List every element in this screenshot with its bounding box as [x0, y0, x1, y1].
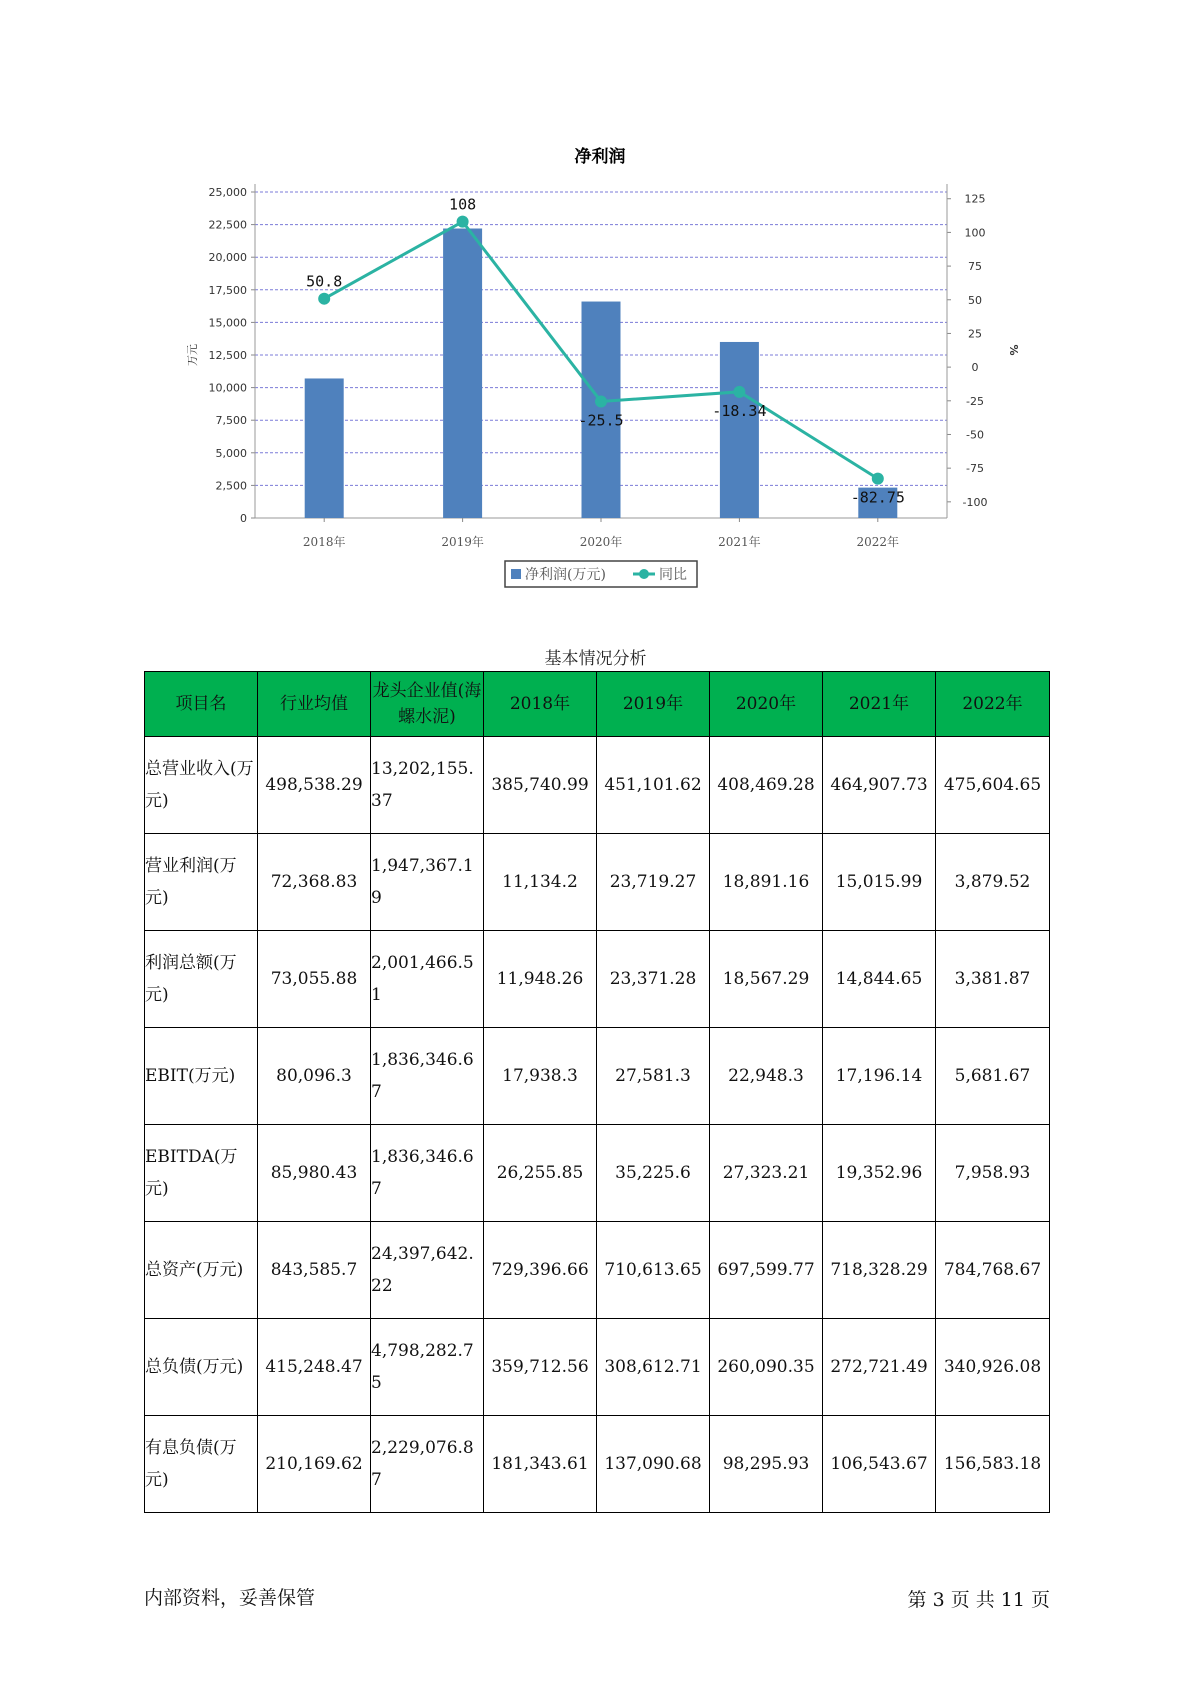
x-tick-label: 2019年 — [441, 535, 484, 549]
y-tick-label: 5,000 — [215, 446, 247, 460]
table-cell: 260,090.35 — [710, 1319, 823, 1416]
table-cell: 181,343.61 — [484, 1416, 597, 1513]
table-cell: 72,368.83 — [258, 834, 371, 931]
row-label: 营业利润(万元) — [145, 834, 258, 931]
table-cell: 27,323.21 — [710, 1125, 823, 1222]
row-label: 总负债(万元) — [145, 1319, 258, 1416]
data-label-yoy: 108 — [449, 195, 477, 214]
header-leader-value: 龙头企业值(海螺水泥) — [371, 672, 484, 737]
row-label: 利润总额(万元) — [145, 931, 258, 1028]
table-cell: 1,947,367.19 — [371, 834, 484, 931]
x-tick-label: 2020年 — [579, 535, 623, 549]
table-cell: 23,371.28 — [597, 931, 710, 1028]
table-cell: 35,225.6 — [597, 1125, 710, 1222]
y2-tick-label: 125 — [964, 192, 986, 206]
header-item-name: 项目名 — [145, 672, 258, 737]
table-cell: 843,585.7 — [258, 1222, 371, 1319]
point-yoy-2018年 — [318, 293, 330, 305]
table-header-row — [145, 672, 1050, 737]
y-tick-label: 7,500 — [215, 414, 247, 428]
bar-net-profit-2021年 — [720, 342, 759, 518]
data-label-yoy: -82.75 — [850, 488, 905, 507]
point-yoy-2020年 — [595, 395, 607, 407]
table-cell: 23,719.27 — [597, 834, 710, 931]
table-cell: 784,768.67 — [936, 1222, 1050, 1319]
table-cell: 408,469.28 — [710, 737, 823, 834]
header-2019: 2019年 — [597, 672, 710, 737]
y-tick-label: 25,000 — [208, 186, 247, 199]
basic-analysis-table — [144, 671, 1050, 1513]
table-cell: 18,891.16 — [710, 834, 823, 931]
table-row-total-revenue — [145, 737, 1050, 834]
data-label-yoy: -25.5 — [578, 411, 624, 430]
y2-axis-title: % — [1007, 344, 1020, 356]
table-cell: 1,836,346.67 — [371, 1125, 484, 1222]
table-cell: 17,196.14 — [823, 1028, 936, 1125]
x-tick-label: 2018年 — [302, 535, 346, 549]
table-cell: 210,169.62 — [258, 1416, 371, 1513]
bar-net-profit-2020年 — [582, 302, 621, 518]
header-2022: 2022年 — [936, 672, 1050, 737]
table-cell: 13,202,155.37 — [371, 737, 484, 834]
table-cell: 27,581.3 — [597, 1028, 710, 1125]
point-yoy-2019年 — [457, 216, 469, 228]
footer-confidential-note: 内部资料，妥善保管 — [144, 1587, 316, 1609]
y2-tick-label: -50 — [966, 428, 984, 442]
table-cell: 106,543.67 — [823, 1416, 936, 1513]
table-row-total-liabilities — [145, 1319, 1050, 1416]
header-2020: 2020年 — [710, 672, 823, 737]
y-tick-label: 17,500 — [208, 283, 247, 297]
table-cell: 15,015.99 — [823, 834, 936, 931]
table-title: 基本情况分析 — [544, 649, 647, 669]
y-tick-label: 2,500 — [215, 479, 247, 493]
legend-bar-swatch — [511, 569, 521, 579]
table-cell: 3,381.87 — [936, 931, 1050, 1028]
row-label: 总营业收入(万元) — [145, 737, 258, 834]
data-label-yoy: 50.8 — [306, 272, 343, 291]
table-row-ebit — [145, 1028, 1050, 1125]
y-tick-label: 22,500 — [208, 218, 247, 232]
header-industry-average: 行业均值 — [258, 672, 371, 737]
header-2018: 2018年 — [484, 672, 597, 737]
table-cell: 385,740.99 — [484, 737, 597, 834]
x-tick-label: 2022年 — [856, 535, 900, 549]
table-cell: 19,352.96 — [823, 1125, 936, 1222]
y-tick-label: 0 — [240, 512, 247, 525]
y2-tick-label: 0 — [971, 361, 979, 375]
chart-canvas — [0, 0, 1191, 600]
table-cell: 697,599.77 — [710, 1222, 823, 1319]
table-cell: 17,938.3 — [484, 1028, 597, 1125]
table-cell: 308,612.71 — [597, 1319, 710, 1416]
point-yoy-2021年 — [733, 386, 745, 398]
chart-title: 净利润 — [574, 147, 626, 167]
bar-net-profit-2018年 — [305, 378, 344, 518]
table-cell: 415,248.47 — [258, 1319, 371, 1416]
table-cell: 475,604.65 — [936, 737, 1050, 834]
y2-tick-label: 75 — [968, 260, 982, 274]
table-cell: 359,712.56 — [484, 1319, 597, 1416]
data-label-yoy: -18.34 — [712, 401, 767, 420]
table-cell: 73,055.88 — [258, 931, 371, 1028]
y2-tick-label: -25 — [966, 394, 984, 408]
table-cell: 14,844.65 — [823, 931, 936, 1028]
table-row-interest-bearing-debt — [145, 1416, 1050, 1513]
table-row-total-profit — [145, 931, 1050, 1028]
point-yoy-2022年 — [872, 473, 884, 485]
table-cell: 24,397,642.22 — [371, 1222, 484, 1319]
table-cell: 7,958.93 — [936, 1125, 1050, 1222]
table-cell: 340,926.08 — [936, 1319, 1050, 1416]
legend-bar-label: 净利润(万元) — [525, 567, 606, 583]
table-cell: 2,229,076.87 — [371, 1416, 484, 1513]
y2-tick-label: -100 — [962, 495, 988, 509]
table-cell: 80,096.3 — [258, 1028, 371, 1125]
table-cell: 18,567.29 — [710, 931, 823, 1028]
y2-tick-label: -75 — [966, 462, 984, 476]
table-cell: 718,328.29 — [823, 1222, 936, 1319]
y2-tick-label: 25 — [968, 327, 982, 341]
table-cell: 272,721.49 — [823, 1319, 936, 1416]
table-cell: 5,681.67 — [936, 1028, 1050, 1125]
header-2021: 2021年 — [823, 672, 936, 737]
table-cell: 137,090.68 — [597, 1416, 710, 1513]
table-cell: 22,948.3 — [710, 1028, 823, 1125]
y2-tick-label: 100 — [964, 226, 986, 240]
table-cell: 11,948.26 — [484, 931, 597, 1028]
table-cell: 464,907.73 — [823, 737, 936, 834]
table-row-total-assets — [145, 1222, 1050, 1319]
y-tick-label: 10,000 — [208, 381, 247, 395]
row-label: 总资产(万元) — [145, 1222, 258, 1319]
net-profit-chart — [0, 0, 1191, 600]
row-label: 有息负债(万元) — [145, 1416, 258, 1513]
y-axis-title: 万元 — [186, 344, 199, 366]
y2-tick-label: 50 — [968, 293, 982, 307]
table-cell: 98,295.93 — [710, 1416, 823, 1513]
legend-line-label: 同比 — [659, 567, 687, 583]
table-cell: 156,583.18 — [936, 1416, 1050, 1513]
table-cell: 451,101.62 — [597, 737, 710, 834]
table-cell: 4,798,282.75 — [371, 1319, 484, 1416]
table-cell: 729,396.66 — [484, 1222, 597, 1319]
table-row-ebitda — [145, 1125, 1050, 1222]
table-cell: 710,613.65 — [597, 1222, 710, 1319]
y-tick-label: 12,500 — [208, 349, 247, 362]
footer-page-number: 第 3 页 共 11 页 — [907, 1589, 1050, 1611]
y-tick-label: 15,000 — [208, 316, 247, 330]
table-cell: 3,879.52 — [936, 834, 1050, 931]
row-label: EBIT(万元) — [145, 1028, 258, 1125]
table-cell: 1,836,346.67 — [371, 1028, 484, 1125]
row-label: EBITDA(万元) — [145, 1125, 258, 1222]
table-cell: 11,134.2 — [484, 834, 597, 931]
table-cell: 2,001,466.51 — [371, 931, 484, 1028]
bar-net-profit-2019年 — [443, 229, 482, 518]
x-tick-label: 2021年 — [718, 535, 761, 549]
table-cell: 498,538.29 — [258, 737, 371, 834]
table-cell: 85,980.43 — [258, 1125, 371, 1222]
legend-line-marker — [639, 569, 649, 579]
table-row-operating-profit — [145, 834, 1050, 931]
table-cell: 26,255.85 — [484, 1125, 597, 1222]
y-tick-label: 20,000 — [208, 251, 247, 265]
